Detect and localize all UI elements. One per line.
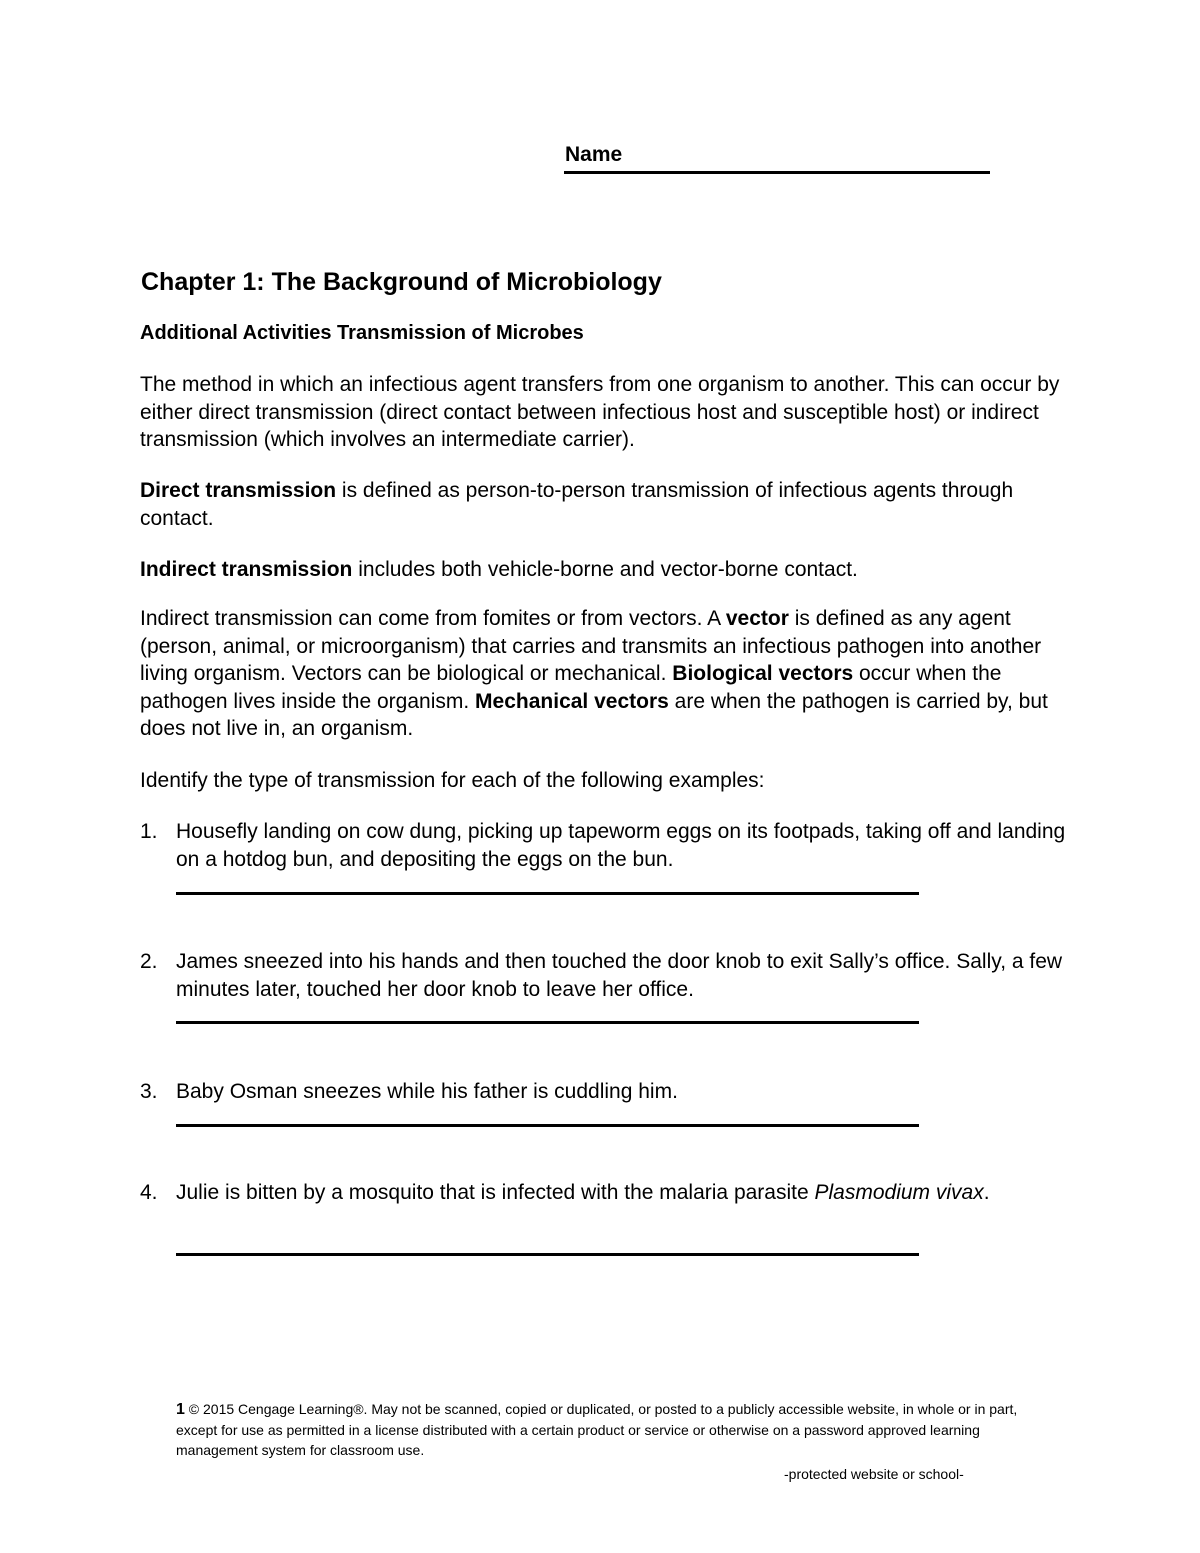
question-text-main: Julie is bitten by a mosquito that is infected with the malaria parasite — [176, 1181, 815, 1204]
vectors-text-3: occur when the pathogen lives inside the organism. — [140, 662, 1002, 713]
question-number: 1. — [140, 820, 158, 843]
vector-term: vector — [725, 607, 789, 630]
answer-line-3[interactable] — [176, 1124, 919, 1127]
question-text — [176, 1179, 1076, 1207]
question-number: 2. — [140, 950, 158, 973]
question-number: 4. — [140, 1181, 158, 1204]
vectors-text-2: is defined as any agent (person, animal, or microorganism) that carries and transmits an infectious pathogen into another living organism. Vectors can be biological or mechanical. — [140, 607, 1042, 686]
page-number: 1 — [176, 1401, 185, 1418]
answer-line-1[interactable] — [176, 892, 919, 895]
question-text: James sneezed into his hands and then touched the door knob to exit Sally’s office. Sally, a few minutes later, touched her door knob to leave her office. — [176, 950, 1063, 1001]
name-label: Name — [565, 143, 623, 166]
biological-vectors-term: Biological vectors — [672, 662, 854, 686]
question-text-end: . — [983, 1181, 990, 1204]
question-1 — [140, 818, 1080, 873]
vectors-text-4: are when the pathogen is carried by, but does not live in, an organism. — [140, 689, 1048, 741]
indirect-transmission-term: Indirect transmission — [140, 558, 353, 581]
direct-transmission-paragraph — [140, 477, 1080, 532]
copyright-notice: © 2015 Cengage Learning®. May not be scanned, copied or duplicated, or posted to a publicly accessible website, in whole or in part, except for use as permitted in a license distributed with a certain product or service or otherwise on a password approved learning management system for classroom use. — [176, 1401, 1018, 1458]
mechanical-vectors-term: Mechanical vectors — [475, 689, 669, 713]
vectors-text-1: Indirect transmission can come from fomites or from vectors. A — [140, 607, 726, 630]
question-number: 3. — [140, 1080, 158, 1103]
activity-subheading: Additional Activities Transmission of Microbes — [140, 322, 584, 344]
question-4 — [140, 1179, 1080, 1207]
indirect-transmission-paragraph — [140, 556, 1080, 584]
copyright-footer — [176, 1399, 1056, 1460]
question-3 — [140, 1078, 1080, 1106]
instruction-text: Identify the type of transmission for each of the following examples: — [140, 769, 765, 792]
direct-transmission-definition: is defined as person-to-person transmission of infectious agents through contact. — [140, 479, 1014, 530]
question-2 — [140, 948, 1080, 1003]
footer-tail: -protected website or school- — [784, 1466, 964, 1482]
intro-paragraph: The method in which an infectious agent transfers from one organism to another. This can occur by either direct transmission (direct contact between infectious host and susceptible host) or indirect transmission (which involves an intermediate carrier). — [140, 373, 1060, 452]
chapter-title: Chapter 1: The Background of Microbiology — [141, 268, 662, 296]
species-name: Plasmodium vivax — [814, 1181, 984, 1204]
name-field-line[interactable] — [564, 171, 990, 174]
answer-line-2[interactable] — [176, 1021, 919, 1024]
direct-transmission-term: Direct transmission — [140, 479, 337, 502]
indirect-transmission-definition: includes both vehicle-borne and vector-borne contact. — [352, 558, 858, 581]
answer-line-4[interactable] — [176, 1253, 919, 1256]
question-text: Housefly landing on cow dung, picking up tapeworm eggs on its footpads, taking off and landing on a hotdog bun, and depositing the eggs on the bun. — [176, 820, 1066, 871]
vectors-paragraph — [140, 605, 1080, 743]
question-text: Baby Osman sneezes while his father is cuddling him. — [176, 1080, 678, 1103]
